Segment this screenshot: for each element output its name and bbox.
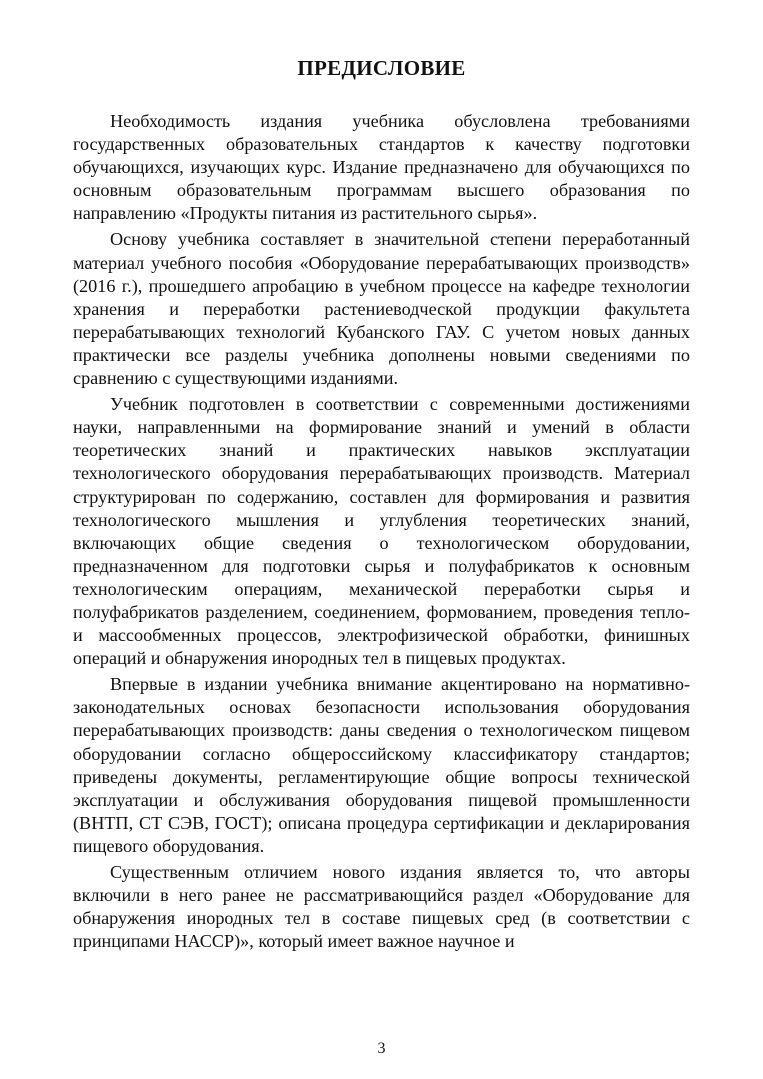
body-text (73, 110, 690, 956)
page-title: ПРЕДИСЛОВИЕ (297, 56, 466, 80)
paragraph-4: Впервые в издании учебника внимание акцентировано на нормативно-законодательных основах безопасности использования оборудования перерабатывающих производств: даны сведения о технологическом пищевом оборудовании согласно общероссийскому классификатору стандартов; приведены документы, регламентирующие общие вопросы технической эксплуатации и обслуживания оборудования пищевой промышленности (ВНТП, СТ СЭВ, ГОСТ); описана процедура сертификации и декларирования пищевого оборудования. (73, 674, 690, 856)
paragraph-3: Учебник подготовлен в соответствии с современными достижениями науки, направленными на формирование знаний и умений в области теоретических знаний и практических навыков эксплуатации технологического оборудования перерабатывающих производств. Материал структурирован по содержанию, составлен для формирования и развития технологического мышления и углубления теоретических знаний, включающих общие сведения о технологическом оборудовании, предназначенном для подготовки сырья и полуфабрикатов к основным технологическим операциям, механической переработки сырья и полуфабрикатов разделением, соединением, формованием, проведения тепло- и массообменных процессов, электрофизической обработки, финишных операций и обнаружения инородных тел в пищевых продуктах. (73, 394, 690, 669)
paragraph-5: Существенным отличием нового издания является то, что авторы включили в него ранее не рассматривающийся раздел «Оборудование для обнаружения инородных тел в составе пищевых сред (в соответствии с принципами НАССР)», который имеет важное научное и (73, 862, 690, 952)
paragraph-2: Основу учебника составляет в значительной степени переработанный материал учебного пособия «Оборудование перерабатывающих производств» (2016 г.), прошедшего апробацию в учебном процессе на кафедре технологии хранения и переработки растениеводческой продукции факультета перерабатывающих технологий Кубанского ГАУ. С учетом новых данных практически все разделы учебника дополнены новыми сведениями по сравнению с существующими изданиями. (73, 229, 690, 389)
page-number: 3 (377, 1040, 386, 1057)
paragraph-1: Необходимость издания учебника обусловлена требованиями государственных образовательных стандартов к качеству подготовки обучающихся, изучающих курс. Издание предназначено для обучающихся по основным образовательным программам высшего образования по направлению «Продукты питания из растительного сырья». (73, 111, 690, 224)
